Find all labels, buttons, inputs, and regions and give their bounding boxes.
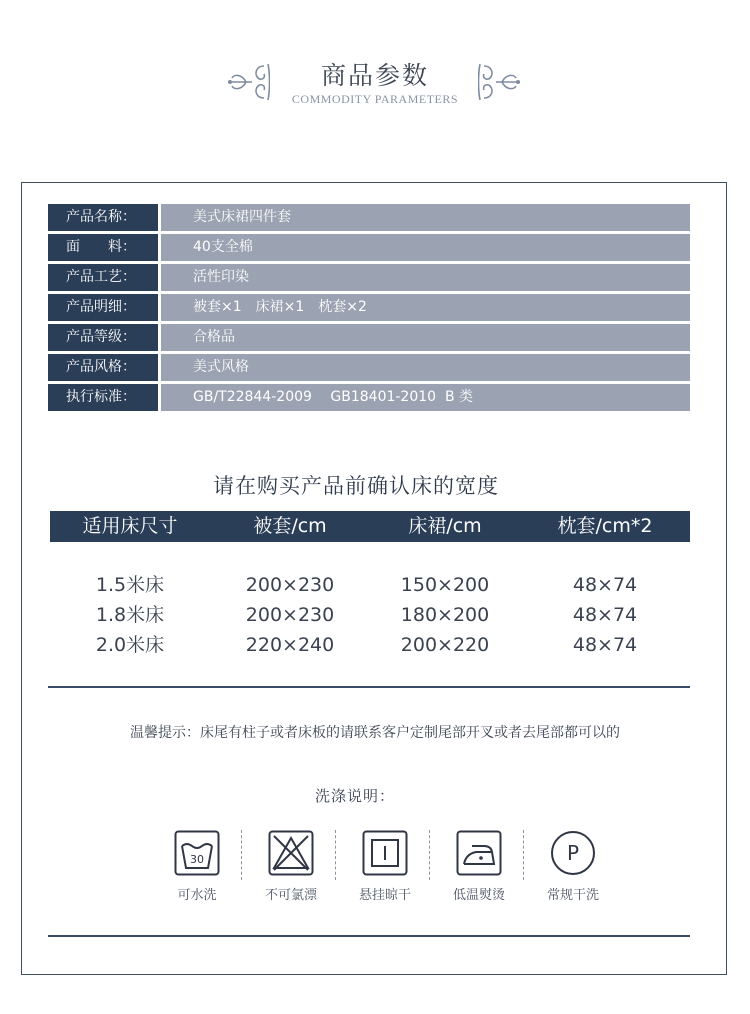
size-cell: 1.5米床 [95,574,165,596]
size-row [50,570,690,600]
size-header-cell: 适用床尺寸 [82,515,178,537]
wash-badge: 30 [190,853,204,866]
size-header-cell: 被套/cm [253,515,327,537]
size-cell: 200×230 [245,604,335,626]
wash-label: 常规干洗 [546,888,599,903]
wash-label: 可水洗 [177,888,217,903]
param-key: 产品等级： [48,324,158,351]
param-row [48,354,690,381]
right-ornament-icon [478,60,524,104]
param-row [48,264,690,291]
param-key: 执行标准： [48,384,158,411]
wash-item [244,828,338,908]
low-iron-icon [456,830,502,876]
size-table-body [50,570,690,660]
wash-item [526,828,620,908]
size-cell: 150×200 [400,574,490,596]
size-section-title: 请在购买产品前确认床的宽度 [213,474,499,498]
wash-label: 低温熨烫 [452,888,505,903]
divider [48,686,690,688]
param-row [48,204,690,231]
param-key: 产品明细： [48,294,158,321]
param-value: 活性印染 [161,264,690,291]
param-value: 被套×1 床裙×1 枕套×2 [161,294,690,321]
param-row [48,234,690,261]
hang-dry-icon [362,830,408,876]
wash-label: 悬挂晾干 [358,888,411,903]
size-cell: 180×200 [400,604,490,626]
dashed-separator [523,830,524,880]
washing-icons [150,828,620,908]
section-header [0,52,750,112]
param-value: 合格品 [161,324,690,351]
size-cell: 1.8米床 [95,604,165,626]
wash-item [150,828,244,908]
wash-item [338,828,432,908]
size-cell: 48×74 [572,574,638,596]
size-cell: 200×230 [245,574,335,596]
size-cell: 48×74 [572,604,638,626]
page-title: 商品参数 [320,61,429,90]
param-key: 产品名称： [48,204,158,231]
washing-title: 洗涤说明： [314,787,395,805]
wash-label: 不可氯漂 [264,888,317,903]
size-row [50,600,690,630]
param-key: 产品风格： [48,354,158,381]
size-cell: 220×240 [245,634,335,656]
wash-30-icon [174,830,220,876]
dry-clean-badge: P [566,841,580,865]
dashed-separator [335,830,336,880]
param-value: 美式风格 [161,354,690,381]
bottom-divider [48,935,690,937]
params-table [48,204,690,414]
size-cell: 200×220 [400,634,490,656]
no-bleach-icon [268,830,314,876]
param-value: 美式床裙四件套 [161,204,690,231]
tip-text: 温馨提示：床尾有柱子或者床板的请联系客户定制尾部开叉或者去尾部都可以的 [130,725,620,741]
param-row [48,294,690,321]
param-key: 面 料： [48,234,158,261]
size-cell: 2.0米床 [95,634,165,656]
param-row [48,384,690,411]
param-key: 产品工艺： [48,264,158,291]
wash-item [432,828,526,908]
size-table-header [50,511,690,542]
size-cell: 48×74 [572,634,638,656]
param-row [48,324,690,351]
size-header-cell: 床裙/cm [408,515,482,537]
param-value: GB/T22844-2009 GB18401-2010 B 类 [161,384,690,411]
dry-clean-p-icon [550,830,596,876]
param-value: 40支全棉 [161,234,690,261]
page-subtitle: COMMODITY PARAMETERS [291,92,459,106]
size-row [50,630,690,660]
dashed-separator [241,830,242,880]
dashed-separator [429,830,430,880]
size-header-cell: 枕套/cm*2 [557,515,653,537]
